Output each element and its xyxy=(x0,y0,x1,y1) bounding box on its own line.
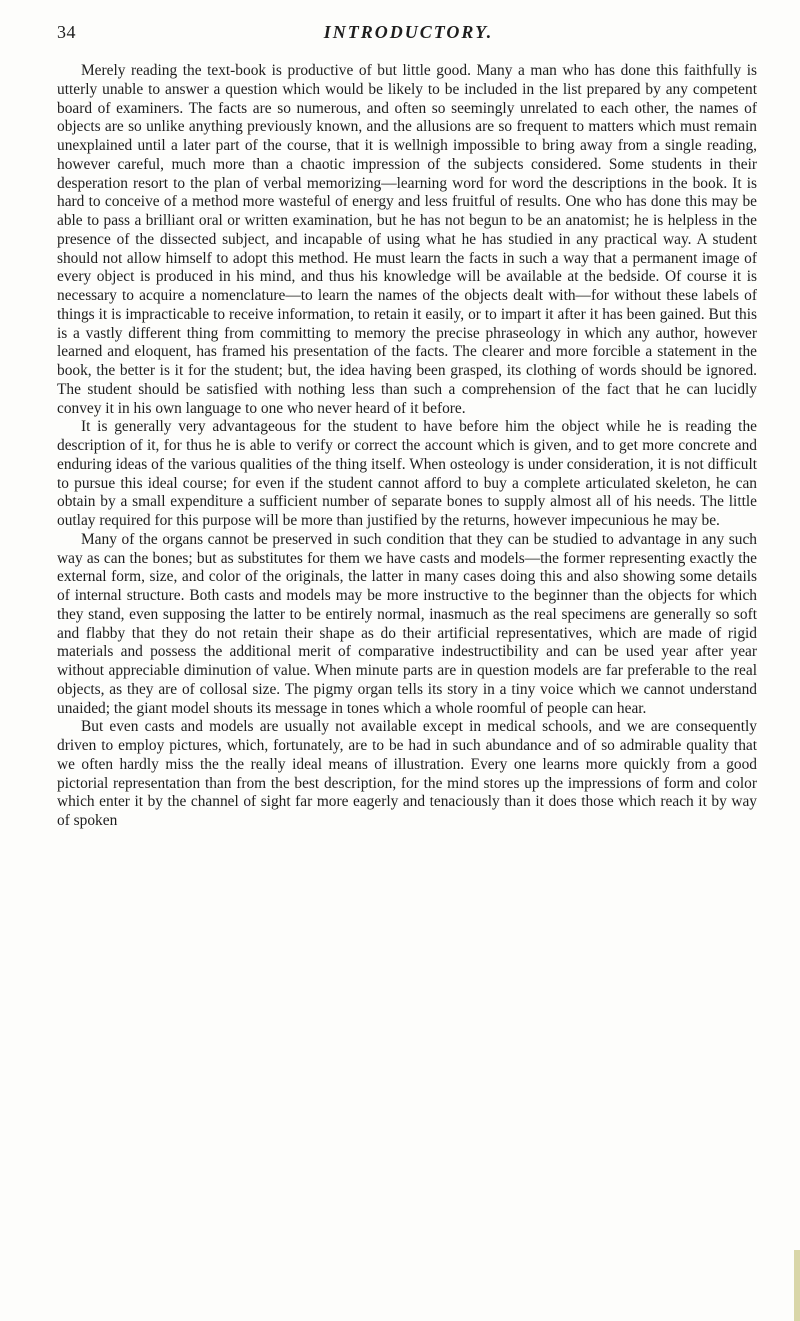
page-edge-mark xyxy=(794,1250,800,1321)
paragraph: Many of the organs cannot be preserved in such condition that they can be studied to advantage in any such way as can the bones; but as substitutes for them we have casts and models—the former representing exactly the external form, size, and color of the originals, the latter in many cases doing this and also showing some details of internal structure. Both casts and models may be more instructive to the beginner than the objects for which they stand, even supposing the latter to be entirely normal, inasmuch as the real specimens are generally so soft and flabby that they do not retain their shape as do their artificial representatives, which are made of rigid materials and possess the additional merit of comparative indestructibility and can be used year after year without appreciable diminution of value. When minute parts are in question models are far preferable to the real objects, as they are of collosal size. The pigmy organ tells its story in a tiny voice which we cannot understand unaided; the giant model shouts its message in tones which a whole roomful of people can hear. xyxy=(57,530,757,717)
page-number: 34 xyxy=(57,22,76,42)
running-head: INTRODUCTORY. xyxy=(323,22,494,42)
paragraph: But even casts and models are usually not available except in medical schools, and we are consequently driven to employ pictures, which, fortunately, are to be had in such abundance and of so admirable quality that we often hardly miss the the really ideal means of illustration. Every one learns more quickly from a good pictorial representation than from the best description, for the mind stores up the impressions of form and color which enter it by the channel of sight far more eagerly and tenaciously than it does those which reach it by way of spoken xyxy=(57,718,757,829)
paragraph: It is generally very advantageous for the student to have before him the object while he is reading the description of it, for thus he is able to verify or correct the account which is given, and to get more concrete and enduring ideas of the various qualities of the thing itself. When osteology is under consideration, it is not difficult to pursue this ideal course; for even if the student cannot afford to buy a complete articulated skeleton, he can obtain by a small expenditure a sufficient number of separate bones to supply almost all of his needs. The little outlay required for this purpose will be more than justified by the returns, however impecunious he may be. xyxy=(57,418,757,529)
page-header xyxy=(57,22,760,50)
body-text xyxy=(57,62,757,831)
paragraph: Merely reading the text-book is productive of but little good. Many a man who has done this faithfully is utterly unable to answer a question which would be likely to be included in the list prepared by any competent board of examiners. The facts are so numerous, and often so seemingly unrelated to each other, the names of objects are so unlike anything previously known, and the allusions are so frequent to matters which must remain unexplained until a later part of the course, that it is wellnigh impossible to bring away from a single reading, however careful, much more than a chaotic impression of the subjects considered. Some students in their desperation resort to the plan of verbal memorizing—learning word for word the descriptions in the book. It is hard to conceive of a method more wasteful of energy and less fruitful of results. One who has done this may be able to pass a brilliant oral or written examination, but he has not begun to be an anatomist; he is helpless in the presence of the dissected subject, and incapable of using what he has studied in any practical way. A student should not allow himself to adopt this method. He must learn the facts in such a way that a permanent image of every object is produced in his mind, and thus his knowledge will be available at the bedside. Of course it is necessary to acquire a nomenclature—to learn the names of the objects dealt with—for without these labels of things it is impracticable to receive information, to retain it easily, or to impart it after it has been gained. But this is a vastly different thing from committing to memory the precise phraseology in which any author, however learned and eloquent, has framed his presentation of the facts. The clearer and more forcible a statement in the book, the better is it for the student; but, the idea having been grasped, its clothing of words should be ignored. The student should be satisfied with nothing less than such a comprehension of the fact that he can lucidly convey it in his own language to one who never heard of it before. xyxy=(57,62,757,417)
